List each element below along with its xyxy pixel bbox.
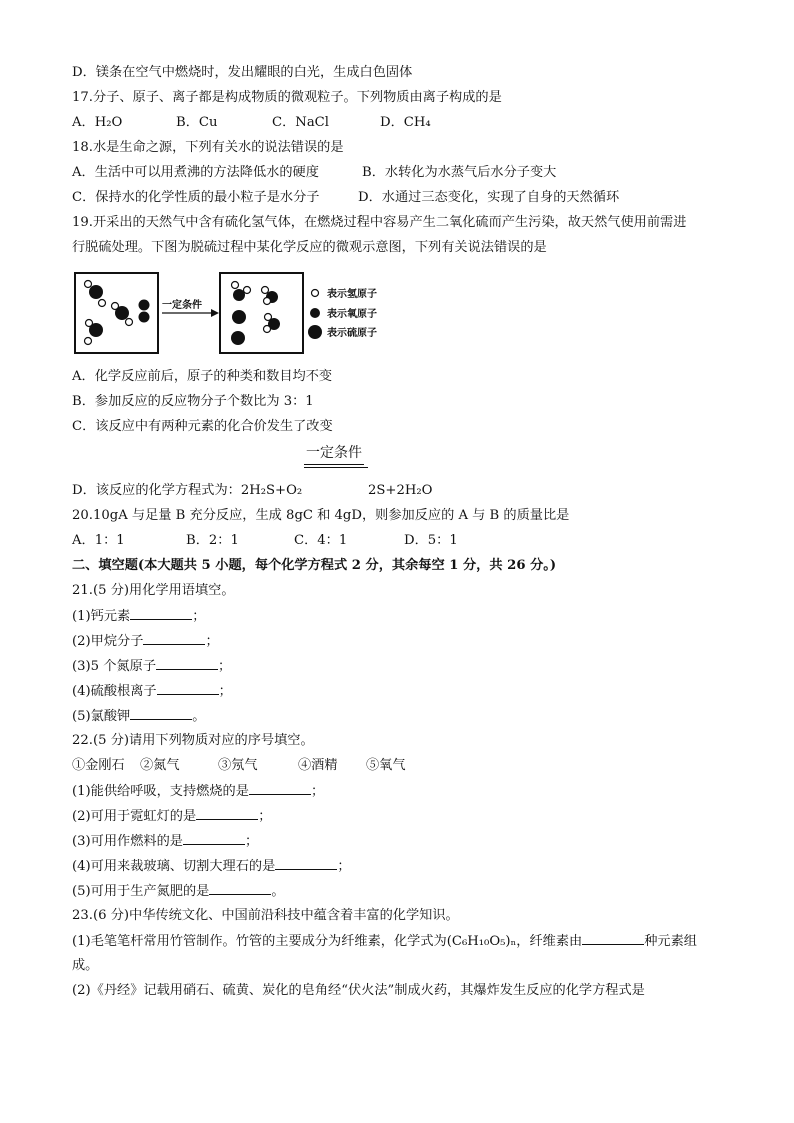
q18-row-ab [72, 164, 556, 182]
q19-stem-line2: 行脱硫处理。下图为脱硫过程中某化学反应的微观示意图，下列有关说法错误的是 [72, 240, 547, 255]
q21-item-4: (4)硫酸根离子 ； [72, 684, 232, 699]
q19-option-c: C．该反应中有两种元素的化合价发生了改变 [72, 419, 333, 434]
q23-part2: (2)《丹经》记载用硝石、硫黄、炭化的皂角经“伏火法”制成火药，其爆炸发生反应的化学方程式是 [72, 983, 645, 998]
legend-oxygen: 表示氧原子 [327, 309, 377, 320]
h2s-molecule [112, 303, 133, 326]
q16-option-d: D．镁条在空气中燃烧时，发出耀眼的白光，生成白色固体 [72, 65, 413, 80]
h2s-molecule [85, 320, 104, 345]
answer-blank[interactable] [249, 782, 311, 795]
oxygen-legend-icon [310, 308, 320, 318]
q20-stem: 20.10gA 与足量 B 充分反应，生成 8gC 和 4gD，则参加反应的 A 与 B 的质量比是 [72, 508, 570, 523]
q21-item-3: (3)5 个氮原子 ； [72, 659, 232, 674]
q22-choice: ④酒精 [298, 758, 338, 773]
q21-item-2: (2)甲烷分子 ； [72, 634, 219, 649]
legend-sulfur: 表示硫原子 [327, 328, 377, 339]
q17-option-c: C．NaCl [272, 115, 329, 130]
q23-stem: 23.(6 分)中华传统文化、中国前沿科技中蕴含着丰富的化学知识。 [72, 908, 459, 923]
q22-choice: ②氮气 [140, 758, 180, 773]
q18-option-a: A．生活中可以用煮沸的方法降低水的硬度 [72, 165, 319, 180]
q18-option-d: D．水通过三态变化，实现了自身的天然循环 [358, 190, 620, 205]
condition-label: 一定条件 [162, 300, 202, 311]
equation-equal-line [304, 467, 368, 468]
q19-stem-line1: 19.开采出的天然气中含有硫化氢气体，在燃烧过程中容易产生二氧化硫而产生污染，故天然气使用前需进 [72, 215, 687, 230]
q20-option-d: D．5：1 [404, 533, 458, 548]
q17-stem: 17.分子、原子、离子都是构成物质的微观粒子。下列物质由离子构成的是 [72, 90, 502, 105]
q22-choice: ①金刚石 [72, 758, 125, 773]
q17-option-a: A．H₂O [72, 115, 123, 130]
answer-blank[interactable] [143, 632, 205, 645]
q22-item-2: (2)可用于霓虹灯的是 ； [72, 809, 272, 824]
answer-blank[interactable] [156, 657, 218, 670]
sulfur-atom [232, 310, 246, 324]
q17-option-b: B．Cu [176, 115, 218, 130]
q23-part1: (1)毛笔笔杆常用竹管制作。竹管的主要成分为纤维素，化学式为(C₆H₁₀O₅)ₙ，纤维素由 种元素组 [72, 934, 697, 949]
q17-option-d: D．CH₄ [380, 115, 431, 130]
q22-item-4: (4)可用来裁玻璃、切割大理石的是 ； [72, 859, 351, 874]
q19-option-b: B．参加反应的反应物分子个数比为 3：1 [72, 394, 314, 409]
q21-stem: 21.(5 分)用化学用语填空。 [72, 583, 235, 598]
h2o-molecule [232, 282, 251, 302]
q22-choice: ③氖气 [218, 758, 258, 773]
answer-blank[interactable] [582, 932, 644, 945]
q22-stem: 22.(5 分)请用下列物质对应的序号填空。 [72, 733, 314, 748]
q22-item-3: (3)可用作燃料的是 ； [72, 834, 259, 849]
legend-hydrogen: 表示氢原子 [327, 289, 377, 300]
q21-item-5: (5)氯酸钾 。 [72, 709, 206, 724]
arrow-head-icon [211, 309, 219, 317]
q19-option-a: A．化学反应前后，原子的种类和数目均不变 [72, 369, 333, 384]
q18-option-c: C．保持水的化学性质的最小粒子是水分子 [72, 190, 320, 205]
answer-blank[interactable] [183, 832, 245, 845]
q18-stem: 18.水是生命之源，下列有关水的说法错误的是 [72, 140, 344, 155]
h2o-molecule [264, 314, 281, 333]
q18-row-cd [72, 189, 619, 207]
o2-molecule [139, 300, 150, 323]
q19-option-d-left: D．该反应的化学方程式为：2H₂S+O₂ [72, 483, 303, 498]
answer-blank[interactable] [196, 807, 258, 820]
reaction-diagram [74, 272, 394, 356]
answer-blank[interactable] [275, 857, 337, 870]
q23-part1-end: 成。 [72, 958, 99, 973]
q21-item-1: (1)钙元素 ； [72, 609, 206, 624]
q20-option-a: A．1：1 [72, 533, 125, 548]
q18-option-b: B．水转化为水蒸气后水分子变大 [362, 165, 557, 180]
hydrogen-legend-icon [312, 290, 319, 297]
q20-option-c: C．4：1 [294, 533, 348, 548]
q22-choice: ⑤氧气 [366, 758, 406, 773]
q22-item-5: (5)可用于生产氮肥的是 。 [72, 884, 285, 899]
q22-choices [72, 757, 406, 775]
answer-blank[interactable] [130, 607, 192, 620]
q20-option-b: B．2：1 [186, 533, 239, 548]
q17-options [72, 114, 431, 132]
answer-blank[interactable] [209, 882, 271, 895]
sulfur-atom [231, 331, 245, 345]
q19-option-d-right: 2S+2H₂O [368, 483, 433, 498]
answer-blank[interactable] [157, 682, 219, 695]
h2o-molecule [262, 287, 279, 305]
answer-blank[interactable] [130, 707, 192, 720]
q22-item-1: (1)能供给呼吸，支持燃烧的是 ； [72, 784, 325, 799]
section-heading: 二、填空题(本大题共 5 小题，每个化学方程式 2 分，其余每空 1 分，共 26 分。) [72, 558, 557, 573]
equation-condition: 一定条件 [304, 444, 364, 465]
q20-options [72, 532, 458, 550]
h2s-molecule [85, 281, 106, 307]
sulfur-legend-icon [308, 325, 322, 339]
